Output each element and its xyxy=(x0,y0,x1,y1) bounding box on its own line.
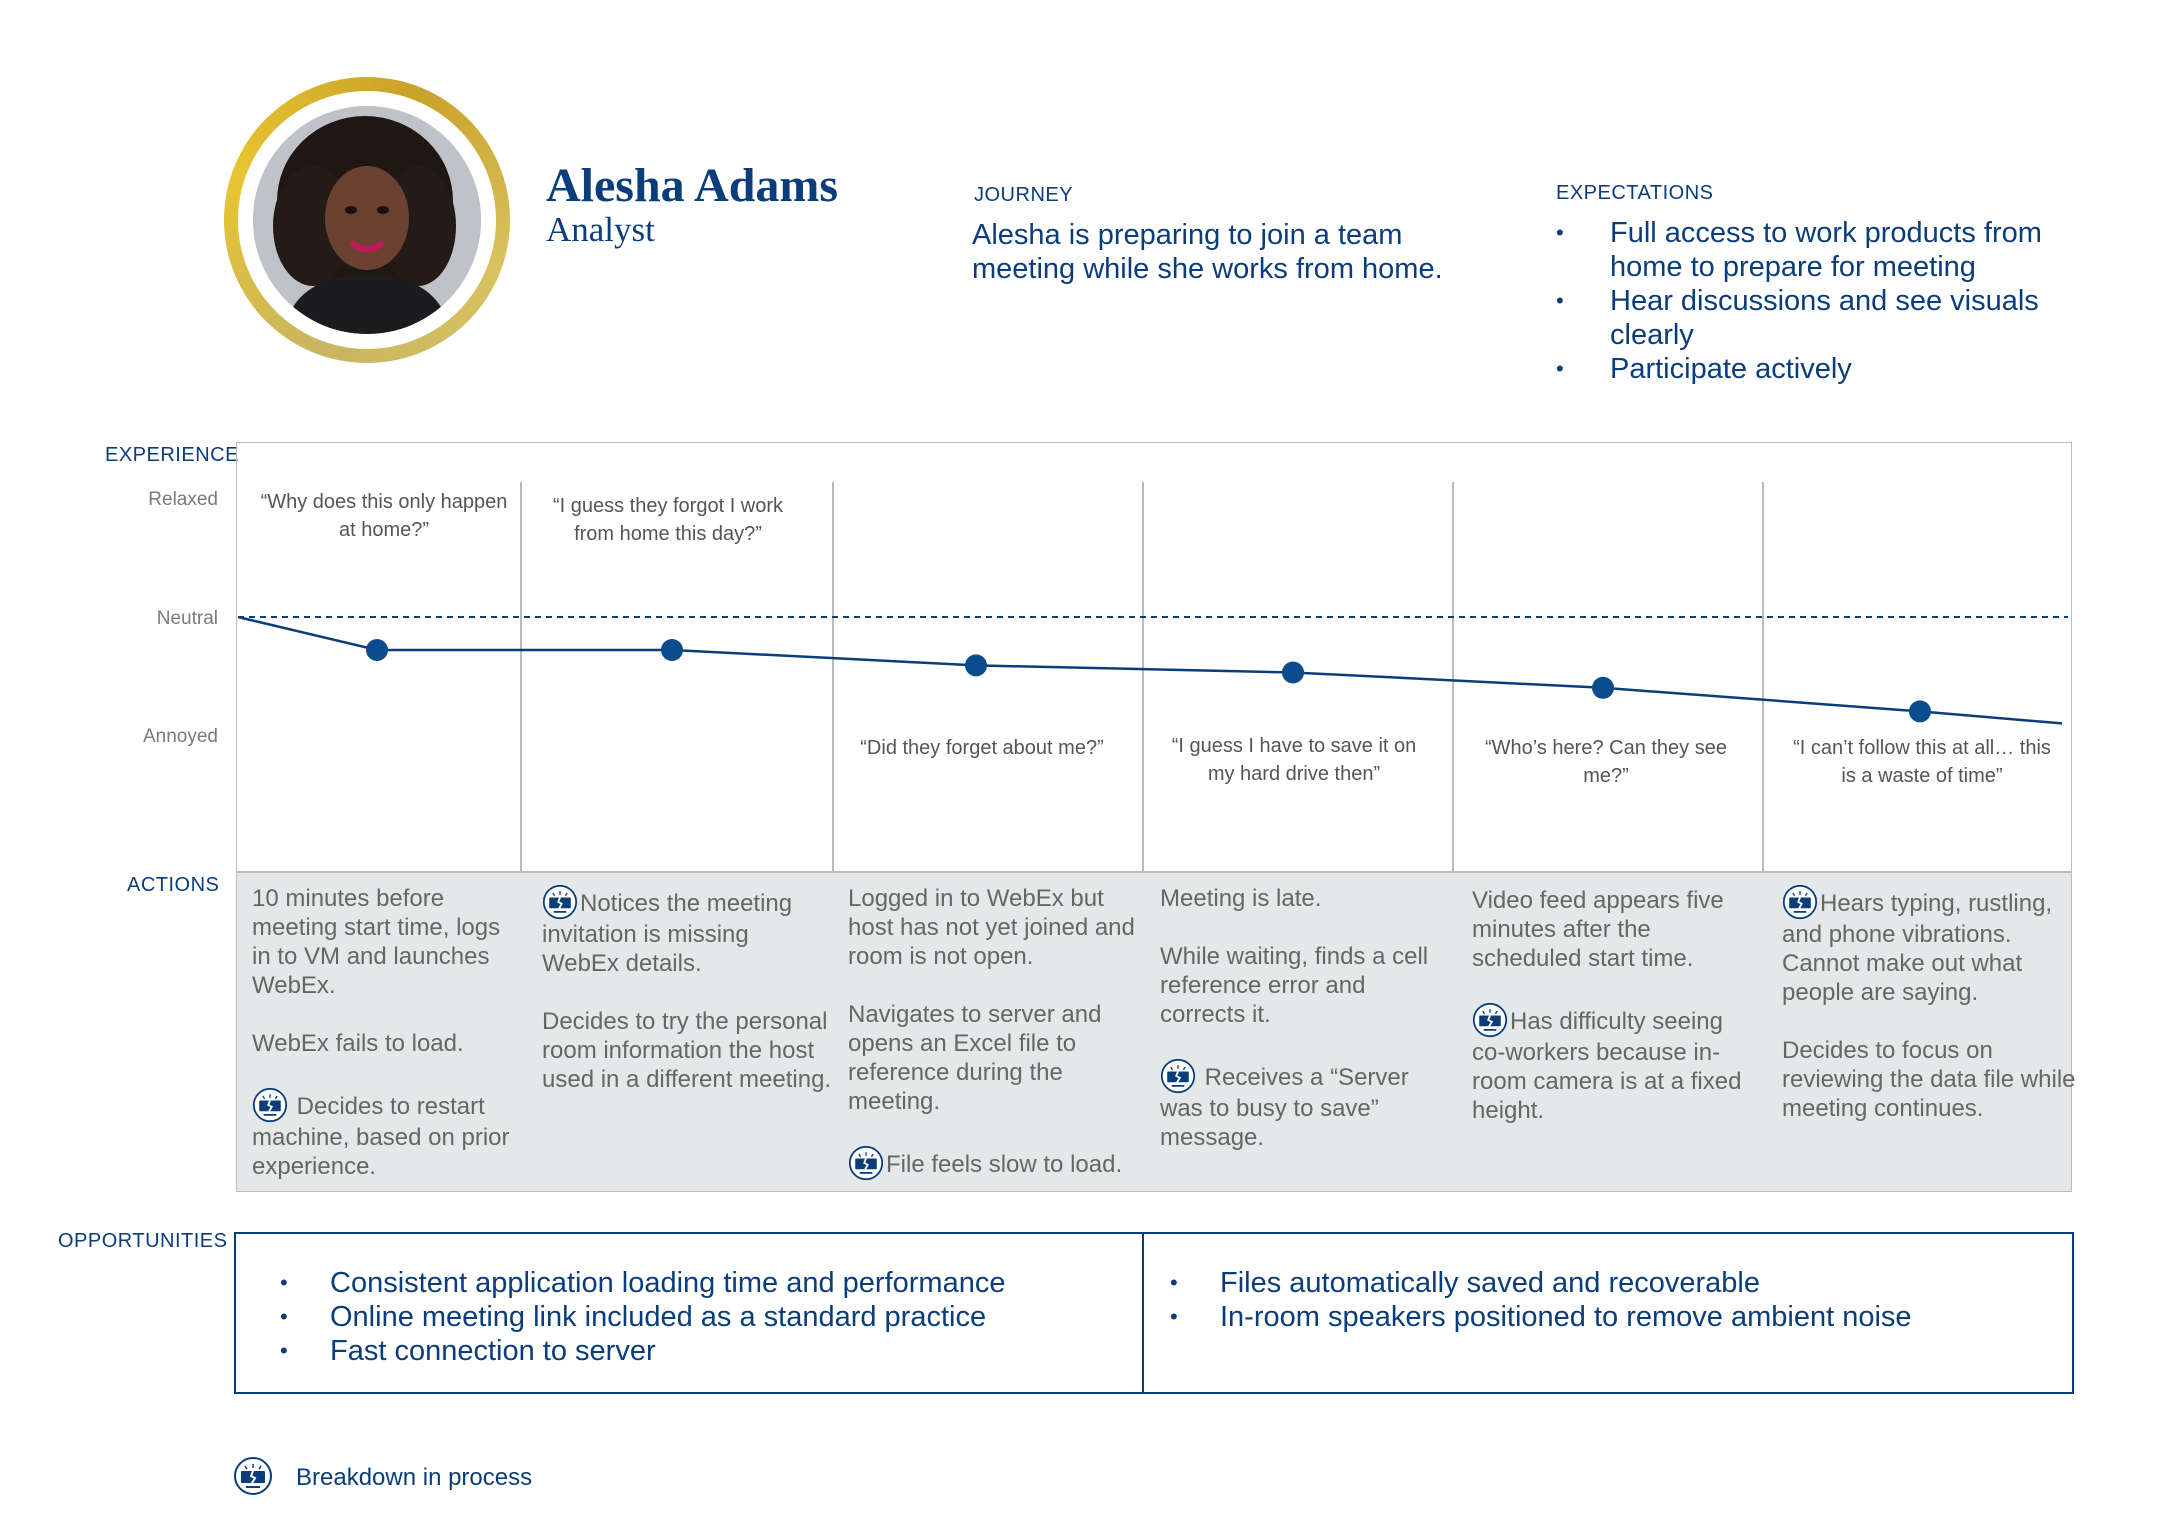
action-column-6 xyxy=(1782,884,2078,1123)
action-text: Notices the meeting invitation is missing WebEx details. xyxy=(542,890,793,977)
level-relaxed: Relaxed xyxy=(148,489,218,510)
action-text: 10 minutes before meeting start time, logs in to VM and launches WebEx. xyxy=(252,885,501,999)
breakdown-icon xyxy=(1472,1002,1508,1038)
action-text: WebEx fails to load. xyxy=(252,1030,464,1057)
opportunity-item: • Fast connection to server xyxy=(280,1334,1120,1368)
breakdown-icon xyxy=(1160,1058,1196,1094)
opportunities-divider xyxy=(1142,1232,1144,1394)
opportunities-list-right xyxy=(1170,1266,2050,1334)
action-column-3 xyxy=(848,884,1138,1181)
expectation-item: • Hear discussions and see visuals clearly xyxy=(1556,284,2116,352)
breakdown-icon xyxy=(542,884,578,920)
action-text: Logged in to WebEx but host has not yet joined and room is not open. xyxy=(848,885,1135,970)
level-neutral: Neutral xyxy=(156,608,218,629)
expectation-item: • Full access to work products from home to prepare for meeting xyxy=(1556,216,2116,284)
breakdown-icon xyxy=(1782,884,1818,920)
action-column-5 xyxy=(1472,886,1762,1125)
action-text: Video feed appears five minutes after the scheduled start time. xyxy=(1472,887,1724,972)
opportunities-list-left xyxy=(280,1266,1120,1368)
action-text: Decides to restart machine, based on prior experience. xyxy=(252,1093,510,1180)
breakdown-icon xyxy=(233,1456,273,1496)
experience-point-4 xyxy=(1282,662,1304,684)
persona-name: Alesha Adams xyxy=(546,159,839,212)
action-text: Decides to focus on reviewing the data file while meeting continues. xyxy=(1782,1037,2076,1122)
experience-point-3 xyxy=(965,654,987,676)
journey-text: Alesha is preparing to join a team meeting while she works from home. xyxy=(972,219,1443,285)
action-text: Receives a “Server was to busy to save” message. xyxy=(1160,1064,1409,1151)
experience-point-1 xyxy=(366,639,388,661)
quote-4: “I guess I have to save it on my hard drive then” xyxy=(1171,735,1417,785)
action-column-1 xyxy=(252,884,522,1181)
quote-3: “Did they forget about me?” xyxy=(860,737,1104,759)
action-column-4 xyxy=(1160,884,1450,1152)
opportunity-item: • Files automatically saved and recoverable xyxy=(1170,1266,2050,1300)
action-text: Meeting is late. xyxy=(1160,885,1322,912)
actions-label: ACTIONS xyxy=(127,874,220,896)
experience-curve xyxy=(238,617,2062,723)
expectation-item: • Participate actively xyxy=(1556,352,2116,386)
expectations-label: EXPECTATIONS xyxy=(1556,182,1714,204)
quote-6: “I can’t follow this at all… this is a waste of time” xyxy=(1793,737,2051,787)
opportunity-item: • Online meeting link included as a standard practice xyxy=(280,1300,1120,1334)
opportunities-label: OPPORTUNITIES xyxy=(58,1230,228,1252)
persona-role: Analyst xyxy=(546,210,655,249)
experience-point-2 xyxy=(661,639,683,661)
quote-2: “I guess they forgot I work from home this day?” xyxy=(552,495,784,545)
action-column-2 xyxy=(542,884,832,1094)
action-text: Hears typing, rustling, and phone vibrations. Cannot make out what people are saying. xyxy=(1782,890,2053,1006)
legend-label: Breakdown in process xyxy=(296,1464,533,1491)
experience-point-5 xyxy=(1592,677,1614,699)
action-text: While waiting, finds a cell reference error and corrects it. xyxy=(1160,943,1429,1028)
opportunity-item: • In-room speakers positioned to remove ambient noise xyxy=(1170,1300,2050,1334)
breakdown-icon xyxy=(252,1087,288,1123)
level-annoyed: Annoyed xyxy=(142,726,218,747)
action-text: File feels slow to load. xyxy=(886,1151,1123,1178)
action-text: Has difficulty seeing co-workers because in-room camera is at a fixed height. xyxy=(1472,1008,1742,1124)
experience-point-6 xyxy=(1909,700,1931,722)
action-text: Navigates to server and opens an Excel file to reference during the meeting. xyxy=(848,1001,1102,1115)
quote-1: “Why does this only happen at home?” xyxy=(260,491,508,541)
opportunity-item: • Consistent application loading time and performance xyxy=(280,1266,1120,1300)
breakdown-icon xyxy=(848,1145,884,1181)
quote-5: “Who’s here? Can they see me?” xyxy=(1485,737,1727,787)
action-text: Decides to try the personal room information the host used in a different meeting. xyxy=(542,1008,832,1093)
journey-label: JOURNEY xyxy=(974,184,1074,206)
experience-label: EXPERIENCE xyxy=(105,444,239,466)
